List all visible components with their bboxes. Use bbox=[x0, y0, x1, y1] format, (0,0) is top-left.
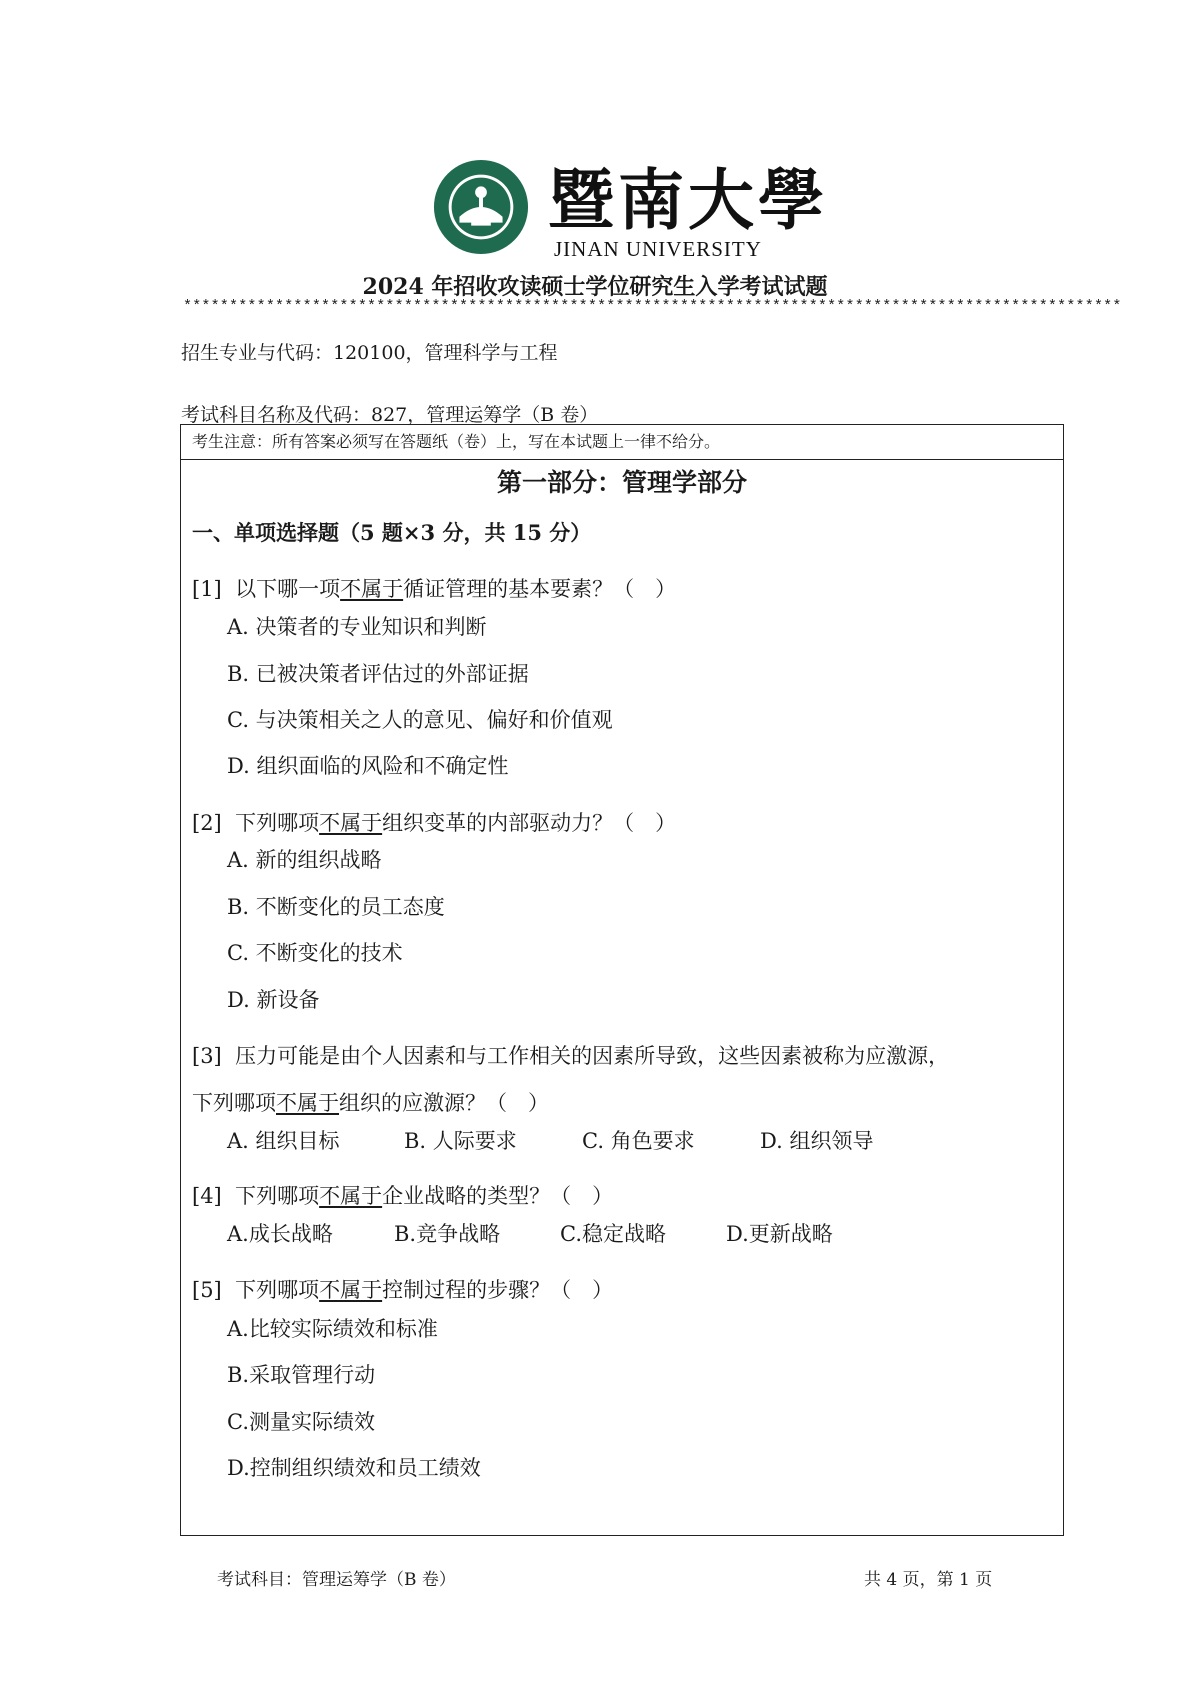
university-name-en: JINAN UNIVERSITY bbox=[554, 237, 762, 261]
option: D. 组织面临的风险和不确定性 bbox=[227, 754, 509, 778]
option: A.比较实际绩效和标准 bbox=[227, 1317, 438, 1341]
question-box bbox=[180, 424, 1064, 1536]
question-stem bbox=[192, 1180, 613, 1210]
option: B. 不断变化的员工态度 bbox=[227, 895, 445, 919]
section-title: 一、单项选择题（5 题×3 分，共 15 分） bbox=[192, 520, 592, 545]
option: A.成长战略 bbox=[227, 1222, 333, 1246]
option: D. 新设备 bbox=[227, 988, 320, 1012]
separator-line: ****************************************************************************************************** bbox=[183, 298, 1122, 315]
question-stem bbox=[192, 1040, 949, 1070]
option-row bbox=[227, 1125, 873, 1155]
option: B. 已被决策者评估过的外部证据 bbox=[227, 662, 529, 686]
exam-title: 2024 年招收攻读硕士学位研究生入学考试试题 bbox=[362, 274, 828, 300]
option: C. 不断变化的技术 bbox=[227, 941, 403, 965]
option: C. 与决策相关之人的意见、偏好和价值观 bbox=[227, 708, 613, 732]
question-number: [2] bbox=[192, 811, 222, 835]
stem-text: 循证管理的基本要素？（ ） bbox=[403, 577, 677, 601]
question-number: [1] bbox=[192, 577, 222, 601]
option: B. 人际要求 bbox=[404, 1129, 517, 1153]
option: D. 组织领导 bbox=[760, 1129, 874, 1153]
major-info: 招生专业与代码：120100，管理科学与工程 bbox=[181, 342, 558, 364]
stem-text: 下列哪项 bbox=[235, 811, 320, 835]
stem-text: 下列哪项 bbox=[235, 1184, 320, 1208]
emphasis-text: 不属于 bbox=[340, 577, 404, 601]
option: B.竞争战略 bbox=[394, 1222, 501, 1246]
notice: 考生注意：所有答案必须写在答题纸（卷）上，写在本试题上一律不给分。 bbox=[181, 425, 1063, 460]
option: A. 组织目标 bbox=[227, 1129, 340, 1153]
option: C. 角色要求 bbox=[582, 1129, 695, 1153]
university-seal-logo bbox=[432, 158, 530, 256]
part-title: 第一部分：管理学部分 bbox=[496, 468, 747, 497]
option: D.更新战略 bbox=[726, 1222, 833, 1246]
question-stem-cont bbox=[192, 1087, 549, 1117]
stem-text: 组织的应激源？（ ） bbox=[339, 1091, 549, 1115]
option-row bbox=[227, 1218, 833, 1248]
stem-text: 控制过程的步骤？（ ） bbox=[382, 1278, 614, 1302]
question-number: [5] bbox=[192, 1278, 222, 1302]
emphasis-text: 不属于 bbox=[319, 1184, 383, 1208]
question-stem bbox=[192, 807, 676, 837]
stem-text: 组织变革的内部驱动力？（ ） bbox=[382, 811, 677, 835]
question-number: [3] bbox=[192, 1044, 222, 1068]
footer-page-number: 共 4 页，第 1 页 bbox=[864, 1570, 993, 1590]
option: C.稳定战略 bbox=[560, 1222, 666, 1246]
subject-info: 考试科目名称及代码：827，管理运筹学（B 卷） bbox=[181, 404, 599, 426]
question-stem bbox=[192, 573, 676, 603]
stem-text: 下列哪项 bbox=[192, 1091, 276, 1115]
stem-text: 以下哪一项 bbox=[235, 577, 341, 601]
option: A. 新的组织战略 bbox=[227, 848, 382, 872]
stem-text: 企业战略的类型？（ ） bbox=[382, 1184, 614, 1208]
option: C.测量实际绩效 bbox=[227, 1410, 375, 1434]
stem-text: 压力可能是由个人因素和与工作相关的因素所导致，这些因素被称为应激源， bbox=[235, 1044, 950, 1068]
stem-text: 下列哪项 bbox=[235, 1278, 320, 1302]
question-stem bbox=[192, 1274, 613, 1304]
university-name-cn: 暨南大學 bbox=[548, 161, 828, 239]
emphasis-text: 不属于 bbox=[319, 1278, 383, 1302]
option: D.控制组织绩效和员工绩效 bbox=[227, 1456, 481, 1480]
emphasis-text: 不属于 bbox=[319, 811, 383, 835]
question-number: [4] bbox=[192, 1184, 222, 1208]
emphasis-text: 不属于 bbox=[276, 1091, 339, 1115]
option: B.采取管理行动 bbox=[227, 1363, 376, 1387]
footer-subject: 考试科目：管理运筹学（B 卷） bbox=[217, 1570, 456, 1590]
option: A. 决策者的专业知识和判断 bbox=[227, 615, 487, 639]
